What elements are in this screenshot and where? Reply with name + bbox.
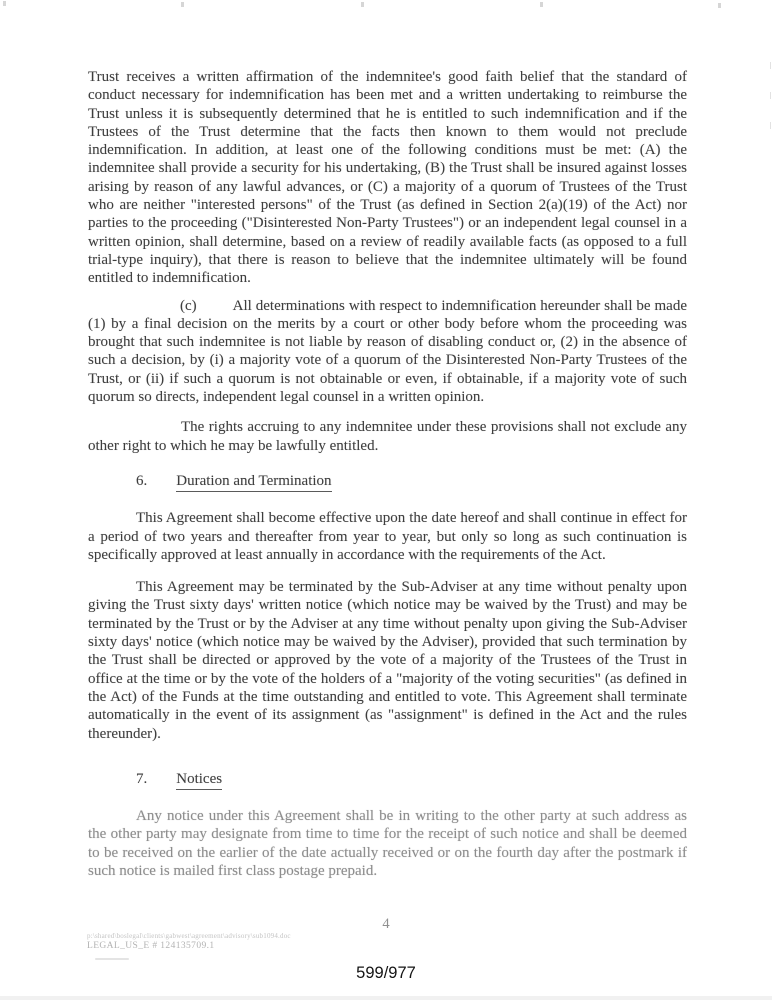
scan-artifact-mark — [361, 2, 364, 7]
paragraph-c-text: All determinations with respect to indemnification hereunder shall be made (1) by a final decision on the merits by a court or other body before whom the proceeding was brought that such indemnitee is not liable by reason of disabling conduct or, (2) in the absence of such a decision, by (i) a majority vote of a quorum of the Disinterested Non-Party Trustees of the Trust, or (ii) if such a quorum is not obtainable or even, if obtainable, if a majority vote of such quorum so directs, independent legal counsel in a written opinion. — [88, 297, 687, 406]
paragraph-c-label: (c) — [180, 297, 197, 314]
paragraph-rights-accruing: The rights accruing to any indemnitee under these provisions shall not exclude any other right to which he may be lawfully entitled. — [88, 419, 687, 454]
paragraph-notice-requirements: Any notice under this Agreement shall be in writing to the other party at such address as the other party may designate from time to time for the receipt of such notice and shall be deemed to be received on the earlier of the date actually received or on the fourth day after the postmark if such notice is mailed first class postage prepaid. — [88, 808, 687, 879]
scan-artifact-mark — [181, 2, 184, 7]
footer-document-id: LEGAL_US_E # 124135709.1 — [87, 941, 215, 951]
paragraph-termination-terms: This Agreement may be terminated by the Sub-Adviser at any time without penalty upon giving the Trust sixty days' written notice (which notice may be waived by the Trust) and may be terminated by the Trust or by the Adviser at any time without penalty upon giving the Sub-Adviser sixty days' notice (which notice may be waived by the Adviser), provided that such termination by the Trust shall be directed or approved by the vote of a majority of the Trustees of the Trust in office at the time or by the vote of the holders of a "majority of the voting securities" (as defined in the Act) of the Funds at the time outstanding and entitled to vote. This Agreement shall terminate automatically in the event of its assignment (as "assignment" is defined in the Act and the rules thereunder). — [88, 579, 687, 742]
page-number: 4 — [382, 916, 390, 932]
paragraph-c-determinations — [88, 297, 687, 407]
scan-artifact-mark — [770, 92, 771, 99]
scan-bottom-edge — [0, 996, 772, 1000]
paragraph-effective-date: This Agreement shall become effective upon the date hereof and shall continue in effect for a period of two years and thereafter from year to year, but only so long as such continuation is specifically approved at least annually in accordance with the requirements of the Act. — [88, 510, 687, 563]
paragraph-indemnification-continuation: Trust receives a written affirmation of the indemnitee's good faith belief that the standard of conduct necessary for indemnification has been met and a written undertaking to reimburse the Trust unless it is subsequently determined that he is entitled to such indemnification and if the Trustees of the Trust determine that the facts then known to them would not preclude indemnification. In addition, at least one of the following conditions must be met: (A) the indemnitee shall provide a security for his undertaking, (B) the Trust shall be insured against losses arising by reason of any lawful advances, or (C) a majority of a quorum of Trustees of the Trust who are neither "interested persons" of the Trust (as defined in Section 2(a)(19) of the Act) nor parties to the proceeding ("Disinterested Non-Party Trustees") or an independent legal counsel in a written opinion, shall determine, based on a review of readily available facts (as opposed to a full trial-type inquiry), that there is reason to believe that the indemnitee ultimately will be found entitled to indemnification. — [88, 69, 687, 287]
section-heading-notices — [88, 770, 687, 790]
footer-file-path: p:\shared\boslegal\clients\gabwest\agreement\advisory\sub1094.doc — [87, 932, 291, 940]
section-number: 6. — [136, 472, 148, 489]
section-title-notices: Notices — [176, 770, 222, 790]
section-number: 7. — [136, 770, 148, 787]
section-title-duration-and-termination: Duration and Termination — [176, 472, 331, 492]
scan-artifact-smudge — [95, 958, 129, 960]
scan-artifact-mark — [770, 122, 771, 129]
page-counter-overlay: 599/977 — [356, 964, 416, 982]
document-body — [88, 68, 687, 880]
scan-artifact-mark — [540, 2, 543, 7]
scan-artifact-mark — [3, 1, 6, 6]
scan-artifact-mark — [718, 3, 721, 8]
section-heading-duration — [88, 472, 687, 492]
scan-artifact-mark — [770, 62, 771, 69]
